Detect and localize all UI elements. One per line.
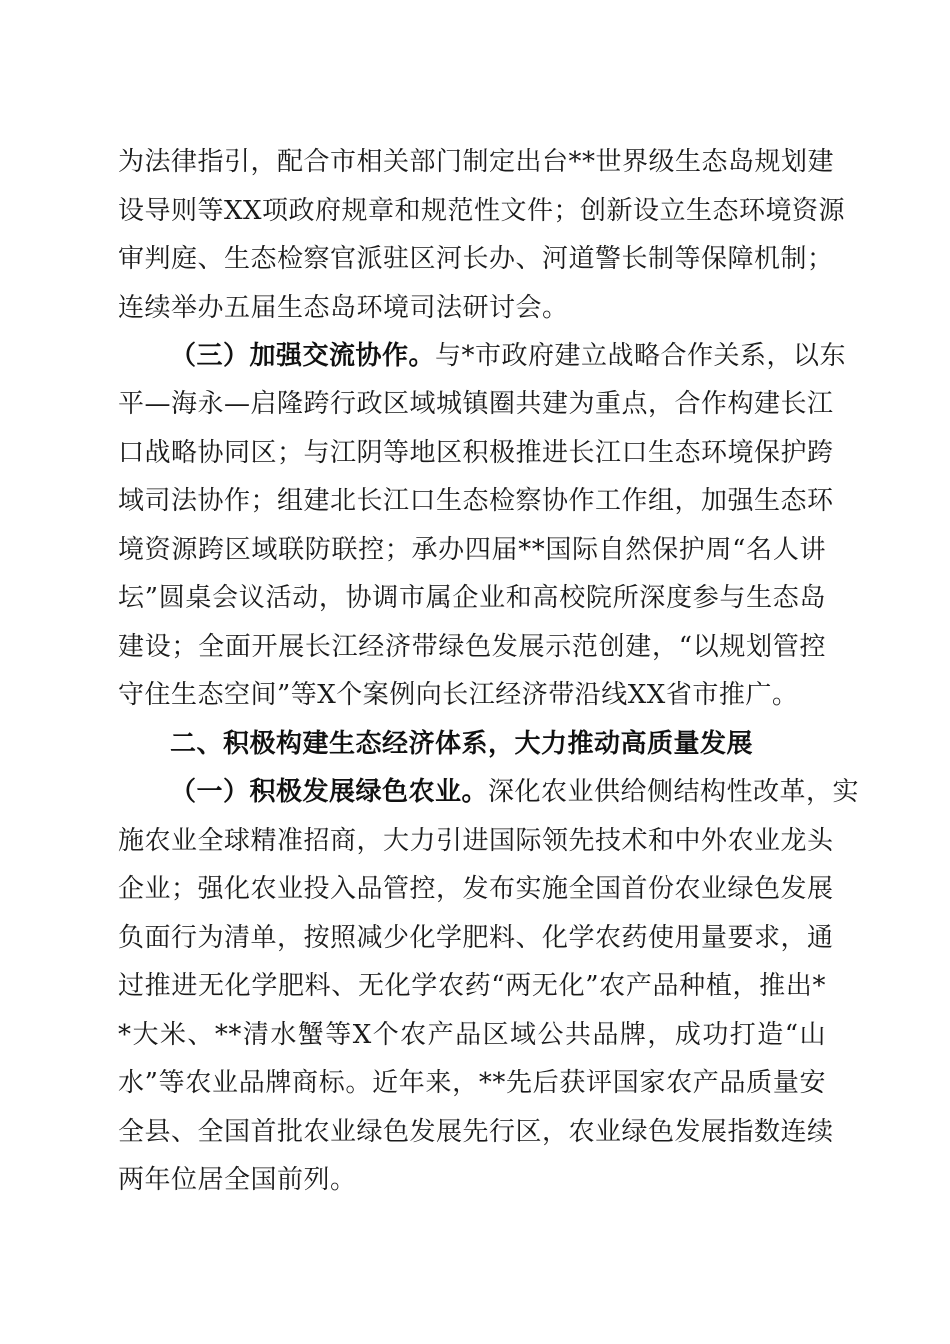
paragraph-text: 深化农业供给侧结构性改革，实 [488,777,860,807]
paragraph-first-line [170,333,847,379]
paragraph-line: 为法律指引，配合市相关部门制定出台**世界级生态岛规划建 [118,147,835,177]
paragraph-line: 水”等农业品牌商标。近年来，**先后获评国家农产品质量安 [118,1068,826,1098]
paragraph-line: 坛”圆桌会议活动，协调市属企业和高校院所深度参与生态岛 [118,583,826,613]
paragraph-line: 建设；全面开展长江经济带绿色发展示范创建，“以规划管控 [118,632,826,662]
paragraph-line: 境资源跨区域联防联控；承办四届**国际自然保护周“名人讲 [118,535,826,565]
paragraph-text: 与*市政府建立战略合作关系，以东 [435,341,847,371]
section-lead-title: （三）加强交流协作。 [170,341,436,371]
paragraph-line: 过推进无化学肥料、无化学农药“两无化”农产品种植，推出* [118,971,826,1001]
paragraph-line: 设导则等XX项政府规章和规范性文件；创新设立生态环境资源 [118,196,846,226]
paragraph-line: 守住生态空间”等X个案例向长江经济带沿线XX省市推广。 [118,680,799,710]
section-lead-title: （一）积极发展绿色农业。 [170,777,489,807]
paragraph-line: 企业；强化农业投入品管控，发布实施全国首份农业绿色发展 [118,874,834,904]
paragraph-first-line [170,769,860,815]
paragraph-line: *大米、**清水蟹等X个农产品区域公共品牌，成功打造“山 [118,1020,826,1050]
paragraph-line: 负面行为清单，按照减少化学肥料、化学农药使用量要求，通 [118,923,834,953]
section-heading: 二、积极构建生态经济体系，大力推动高质量发展 [170,729,754,759]
paragraph-line: 连续举办五届生态岛环境司法研讨会。 [118,293,569,323]
paragraph-line: 全县、全国首批农业绿色发展先行区，农业绿色发展指数连续 [118,1117,834,1147]
paragraph-line: 平—海永—启隆跨行政区域城镇圈共建为重点，合作构建长江 [118,389,834,419]
paragraph-line: 域司法协作；组建北长江口生态检察协作工作组，加强生态环 [118,486,834,516]
paragraph-line: 审判庭、生态检察官派驻区河长办、河道警长制等保障机制； [118,244,834,274]
paragraph-line: 施农业全球精准招商，大力引进国际领先技术和中外农业龙头 [118,826,834,856]
paragraph-line: 口战略协同区；与江阴等地区积极推进长江口生态环境保护跨 [118,438,834,468]
paragraph-line: 两年位居全国前列。 [118,1165,357,1195]
